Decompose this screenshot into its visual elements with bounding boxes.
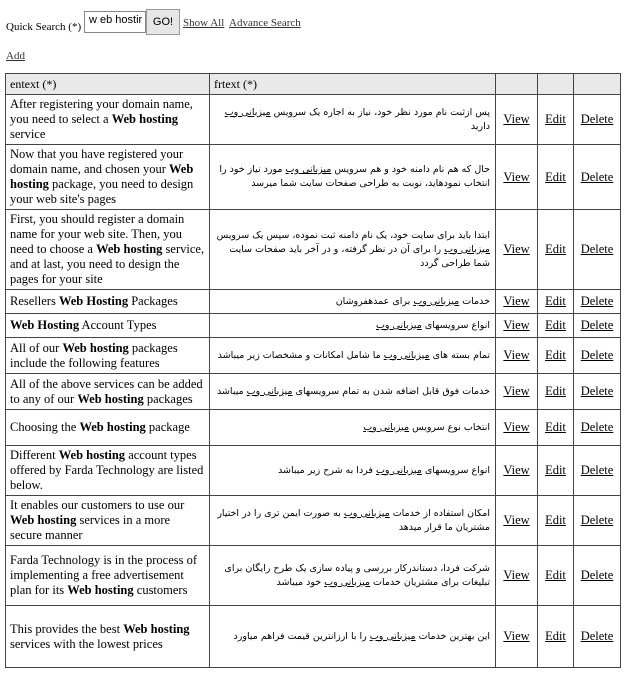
entext-cell: [6, 210, 210, 290]
table-row: [6, 145, 621, 210]
table-row: [6, 290, 621, 314]
table-row: [6, 606, 621, 668]
highlighted-term: Web hosting: [58, 448, 126, 462]
text-segment: Packages: [128, 294, 178, 308]
delete-link[interactable]: Delete: [580, 568, 614, 582]
entext-cell: [6, 290, 210, 314]
highlighted-term: Web hosting: [96, 242, 163, 256]
delete-link[interactable]: Delete: [580, 513, 614, 527]
text-segment: service: [10, 127, 46, 141]
view-cell: [496, 210, 538, 290]
text-segment: All of our: [10, 340, 63, 355]
frtext-cell: [210, 374, 496, 410]
view-cell: [496, 338, 538, 374]
quick-search-label: Quick Search (*): [6, 21, 82, 33]
table-row: [6, 314, 621, 338]
delete-link[interactable]: Delete: [580, 384, 614, 398]
highlighted-term-fa: میزبانی وب: [246, 385, 293, 397]
text-segment: پس ازثبت نام مورد نظر خود، نیاز به اجاره یک سرویس: [270, 106, 490, 118]
view-cell: [496, 546, 538, 606]
table-row: [6, 446, 621, 496]
go-button[interactable]: GO!: [146, 9, 180, 35]
text-segment: میباشد: [216, 385, 247, 397]
edit-link[interactable]: Edit: [545, 568, 566, 582]
entext-cell: [6, 446, 210, 496]
column-header-frtext[interactable]: frtext (*): [210, 74, 496, 95]
table-row: [6, 374, 621, 410]
highlighted-term: Web Hosting: [58, 294, 129, 308]
view-link[interactable]: View: [503, 420, 530, 434]
edit-cell: [538, 314, 574, 338]
edit-link[interactable]: Edit: [545, 318, 566, 332]
highlighted-term: Web hosting: [62, 340, 129, 355]
text-segment: packages include the following features: [10, 340, 178, 370]
text-segment: services with the lowest prices: [10, 636, 163, 651]
delete-cell: [574, 290, 621, 314]
entext-cell: [6, 314, 210, 338]
edit-link[interactable]: Edit: [545, 294, 566, 308]
edit-link[interactable]: Edit: [545, 112, 566, 126]
quick-search-bar: [6, 6, 621, 32]
edit-cell: [538, 410, 574, 446]
view-cell: [496, 95, 538, 145]
highlighted-term: Web hosting: [111, 112, 179, 126]
view-link[interactable]: View: [503, 348, 530, 362]
highlighted-term: Web hosting: [10, 162, 194, 191]
delete-cell: [574, 338, 621, 374]
show-all-link[interactable]: Show All: [183, 17, 225, 29]
delete-cell: [574, 606, 621, 668]
delete-cell: [574, 446, 621, 496]
edit-link[interactable]: Edit: [545, 384, 566, 398]
view-cell: [496, 145, 538, 210]
text-segment: Different: [10, 448, 59, 462]
records-table: [5, 73, 621, 668]
view-cell: [496, 374, 538, 410]
text-segment: Account Types: [79, 318, 157, 332]
entext-cell: [6, 95, 210, 145]
entext-cell: [6, 606, 210, 668]
text-segment: It enables our customers to use our: [10, 498, 185, 512]
highlighted-term-fa: میزبانی وب: [375, 464, 422, 476]
delete-link[interactable]: Delete: [580, 420, 614, 434]
delete-link[interactable]: Delete: [580, 348, 614, 362]
view-cell: [496, 290, 538, 314]
entext-cell: [6, 145, 210, 210]
frtext-cell: [210, 338, 496, 374]
text-segment: تمام بسته های: [429, 349, 490, 361]
edit-cell: [538, 374, 574, 410]
view-cell: [496, 410, 538, 446]
table-row: [6, 496, 621, 546]
text-segment: packages: [143, 391, 193, 406]
table-row: [6, 338, 621, 374]
view-link[interactable]: View: [503, 294, 530, 308]
view-link[interactable]: View: [503, 318, 530, 332]
text-segment: Resellers: [10, 294, 59, 308]
view-cell: [496, 606, 538, 668]
frtext-cell: [210, 290, 496, 314]
text-segment: را با ارزانترین قیمت فراهم میاورد: [233, 630, 370, 642]
delete-link[interactable]: Delete: [580, 629, 614, 643]
edit-cell: [538, 290, 574, 314]
edit-cell: [538, 546, 574, 606]
column-header-edit: [538, 74, 574, 95]
view-link[interactable]: View: [503, 384, 530, 398]
text-segment: Now that you have registered your domain name, and chosen your: [10, 147, 184, 176]
delete-link[interactable]: Delete: [580, 242, 614, 256]
text-segment: فردا به شرح زیر میباشد: [278, 464, 376, 476]
text-segment: خدمات فوق قابل اضافه شدن به تمام سرویسهای: [292, 385, 490, 397]
text-segment: حال که هم نام دامنه خود و هم سرویس: [331, 164, 490, 175]
text-segment: به صورت ایمن تری را در اختیار مشتریان ما قرار میدهد: [217, 507, 490, 533]
delete-cell: [574, 95, 621, 145]
highlighted-term-fa: میزبانی وب: [285, 164, 332, 175]
text-segment: All of the above services can be added to any of our: [10, 376, 203, 406]
text-segment: این بهترین خدمات: [415, 630, 490, 642]
view-cell: [496, 446, 538, 496]
text-segment: امکان استفاده از خدمات: [389, 507, 490, 519]
entext-cell: [6, 496, 210, 546]
entext-cell: [6, 338, 210, 374]
view-link[interactable]: View: [503, 169, 530, 184]
frtext-cell: [210, 210, 496, 290]
text-segment: After registering your domain name, you need to select a: [10, 97, 193, 126]
highlighted-term: Web hosting: [10, 513, 77, 527]
table-header-row: [6, 74, 621, 95]
frtext-cell: [210, 496, 496, 546]
delete-cell: [574, 145, 621, 210]
highlighted-term-fa: میزبانی وب: [324, 576, 371, 588]
delete-cell: [574, 210, 621, 290]
entext-cell: [6, 410, 210, 446]
frtext-cell: [210, 95, 496, 145]
edit-cell: [538, 95, 574, 145]
highlighted-term-fa: میزبانی وب: [375, 319, 422, 331]
highlighted-term: Web Hosting: [10, 318, 80, 332]
delete-link[interactable]: Delete: [580, 169, 614, 184]
highlighted-term: Web hosting: [77, 391, 144, 406]
edit-link[interactable]: Edit: [545, 169, 566, 184]
highlighted-term-fa: میزبانی وب: [369, 630, 416, 642]
delete-link[interactable]: Delete: [580, 463, 614, 477]
highlighted-term-fa: میزبانی وب: [343, 507, 390, 519]
highlighted-term: Web hosting: [79, 420, 146, 434]
text-segment: ما شامل امکانات و مشخصات زیر میباشد: [217, 349, 384, 361]
view-link[interactable]: View: [503, 242, 530, 256]
advance-search-link[interactable]: Advance Search: [229, 17, 301, 29]
edit-cell: [538, 210, 574, 290]
text-segment: service, and at last, you need to design the pages for your site: [10, 242, 205, 286]
table-row: [6, 95, 621, 145]
column-header-view: [496, 74, 538, 95]
text-segment: را برای آن در نظر گرفته، و در آخر باید صفحات سایت شما طراحی گردد: [229, 243, 490, 269]
edit-link[interactable]: Edit: [545, 513, 566, 527]
view-cell: [496, 496, 538, 546]
highlighted-term-fa: میزبانی وب: [363, 421, 410, 433]
delete-link[interactable]: Delete: [580, 318, 614, 332]
delete-cell: [574, 410, 621, 446]
delete-cell: [574, 546, 621, 606]
table-row: [6, 546, 621, 606]
edit-cell: [538, 606, 574, 668]
add-link[interactable]: Add: [6, 50, 25, 62]
frtext-cell: [210, 546, 496, 606]
text-segment: services in a more secure manner: [10, 513, 171, 542]
edit-cell: [538, 145, 574, 210]
delete-cell: [574, 496, 621, 546]
text-segment: package: [145, 420, 190, 434]
text-segment: برای عمدهفروشان: [335, 295, 414, 307]
text-segment: ابتدا باید برای سایت خود، یک نام دامنه ثبت نموده، سپس یک سرویس: [216, 229, 490, 241]
highlighted-term-fa: میزبانی وب: [444, 243, 490, 255]
frtext-cell: [210, 606, 496, 668]
edit-cell: [538, 338, 574, 374]
view-cell: [496, 314, 538, 338]
view-link[interactable]: View: [503, 568, 530, 582]
table-row: [6, 410, 621, 446]
text-segment: Farda Technology is in the process of implementing a free advertisement plan for its: [10, 553, 198, 597]
edit-link[interactable]: Edit: [545, 629, 566, 643]
text-segment: First, you should register a domain name for your web site. Then, you need to choose a: [10, 212, 185, 256]
entext-cell: [6, 374, 210, 410]
quick-search-input[interactable]: w eb hostir: [84, 11, 146, 33]
highlighted-term-fa: میزبانی وب: [383, 349, 430, 361]
frtext-cell: [210, 314, 496, 338]
frtext-cell: [210, 446, 496, 496]
frtext-cell: [210, 145, 496, 210]
edit-cell: [538, 496, 574, 546]
text-segment: خود میباشد: [276, 576, 325, 588]
highlighted-term: Web hosting: [67, 583, 134, 597]
column-header-delete: [574, 74, 621, 95]
text-segment: customers: [133, 583, 188, 597]
text-segment: شرکت فردا، دستاندرکار بررسی و پیاده سازی یک طرح رایگان برای تبلیغات برای مشتریان خدمات: [224, 562, 490, 588]
text-segment: account types offered by Farda Technology are listed below.: [10, 448, 204, 492]
view-link[interactable]: View: [503, 463, 530, 477]
highlighted-term: Web hosting: [123, 621, 190, 636]
edit-link[interactable]: Edit: [545, 420, 566, 434]
highlighted-term-fa: میزبانی وب: [224, 106, 271, 118]
entext-cell: [6, 546, 210, 606]
delete-link[interactable]: Delete: [580, 112, 614, 126]
edit-link[interactable]: Edit: [545, 463, 566, 477]
edit-link[interactable]: Edit: [545, 242, 566, 256]
delete-cell: [574, 314, 621, 338]
view-link[interactable]: View: [503, 513, 530, 527]
text-segment: مورد نیاز خود را انتخاب نمودهاید، نوبت به طراحی صفحات سایت شما میرسد: [219, 164, 490, 189]
highlighted-term-fa: میزبانی وب: [413, 295, 460, 307]
edit-link[interactable]: Edit: [545, 348, 566, 362]
table-row: [6, 210, 621, 290]
edit-cell: [538, 446, 574, 496]
delete-link[interactable]: Delete: [580, 294, 614, 308]
frtext-cell: [210, 410, 496, 446]
view-link[interactable]: View: [503, 629, 530, 643]
text-segment: انتخاب نوع سرویس: [409, 421, 490, 433]
text-segment: خدمات: [459, 295, 490, 307]
view-link[interactable]: View: [503, 112, 530, 126]
text-segment: package, you need to design your web site's pages: [10, 177, 194, 206]
text-segment: Choosing the: [10, 420, 80, 434]
column-header-entext[interactable]: entext (*): [6, 74, 210, 95]
text-segment: انواع سرویسهای: [421, 319, 490, 331]
delete-cell: [574, 374, 621, 410]
text-segment: دارید: [470, 120, 490, 132]
text-segment: This provides the best: [10, 621, 124, 636]
text-segment: انواع سرویسهای: [421, 464, 490, 476]
